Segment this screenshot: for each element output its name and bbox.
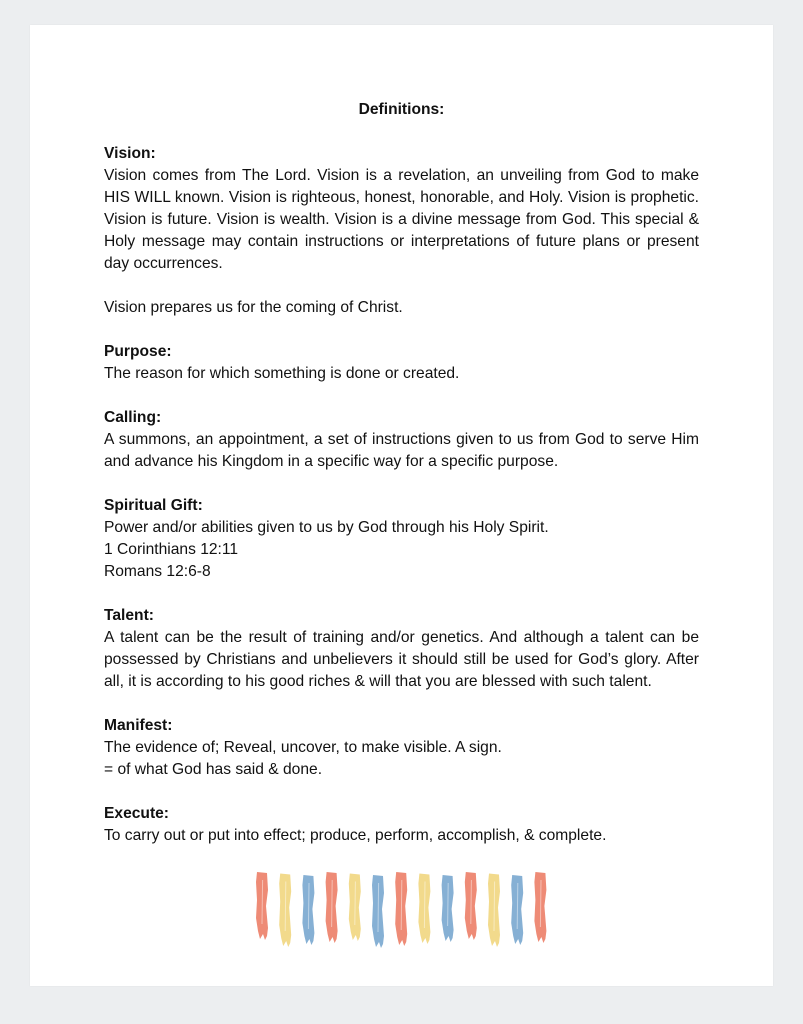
definition-text: The evidence of; Reveal, uncover, to make visible. A sign.: [104, 739, 502, 756]
brush-texture-streak: [517, 883, 518, 929]
brush-texture-streak: [540, 880, 541, 927]
brush-texture-streak: [308, 883, 309, 929]
brush-texture-streak: [332, 880, 333, 927]
document-title: Definitions:: [358, 101, 445, 118]
definition-execute: [104, 803, 699, 847]
scripture-reference: 1 Corinthians 12:11: [104, 541, 239, 558]
definition-vision: [104, 143, 699, 275]
definition-spiritual-gift: [104, 495, 699, 583]
term-heading: Execute:: [104, 805, 170, 822]
definition-text: A summons, an appointment, a set of instructions given to us from God to serve Him and advance his Kingdom in a specific way for a specific purpose.: [104, 431, 699, 470]
brush-texture-streak: [262, 880, 263, 924]
scripture-reference: Romans 12:6-8: [104, 563, 211, 580]
definition-manifest: [104, 715, 699, 781]
definition-text: Power and/or abilities given to us by God through his Holy Spirit.: [104, 519, 549, 536]
brush-texture-streak: [378, 883, 379, 932]
definition-purpose: [104, 341, 699, 385]
definition-text: = of what God has said & done.: [104, 761, 323, 778]
term-heading: Purpose:: [104, 343, 172, 360]
term-heading: Spiritual Gift:: [104, 497, 203, 514]
brush-texture-streak: [355, 882, 356, 926]
brush-texture-streak: [448, 883, 449, 926]
definition-text: Vision comes from The Lord. Vision is a revelation, an unveiling from God to make HIS WILL known. Vision is righteous, honest, honorable, and Holy. Vision is prophetic. Vision is future. Vision is wealth. Vision is a divine message from God. This special & Holy message may contain instructions or interpretations of future plans or present day occurrences.: [104, 167, 699, 272]
definition-vision-note: [104, 297, 699, 319]
definition-text: A talent can be the result of training and/or genetics. And although a talent can be possessed by Christians and unbelievers it should still be used for God’s glory. After all, it is according to his good riches & will that you are blessed with such talent.: [104, 629, 699, 690]
definition-text: The reason for which something is done or created.: [104, 365, 460, 382]
term-heading: Vision:: [104, 145, 156, 162]
brush-texture-streak: [285, 882, 286, 932]
definition-text: To carry out or put into effect; produce, perform, accomplish, & complete.: [104, 827, 607, 844]
document-page: [30, 25, 773, 986]
brush-texture-streak: [424, 882, 425, 929]
definition-talent: [104, 605, 699, 693]
brush-texture-streak: [401, 880, 402, 930]
definition-text: Vision prepares us for the coming of Christ.: [104, 299, 403, 316]
definition-calling: [104, 407, 699, 473]
term-heading: Manifest:: [104, 717, 173, 734]
brush-texture-streak: [494, 882, 495, 932]
brush-texture-streak: [471, 880, 472, 924]
brush-stroke-decoration: [254, 870, 554, 952]
term-heading: Calling:: [104, 409, 162, 426]
term-heading: Talent:: [104, 607, 154, 624]
document-body: [104, 99, 699, 847]
